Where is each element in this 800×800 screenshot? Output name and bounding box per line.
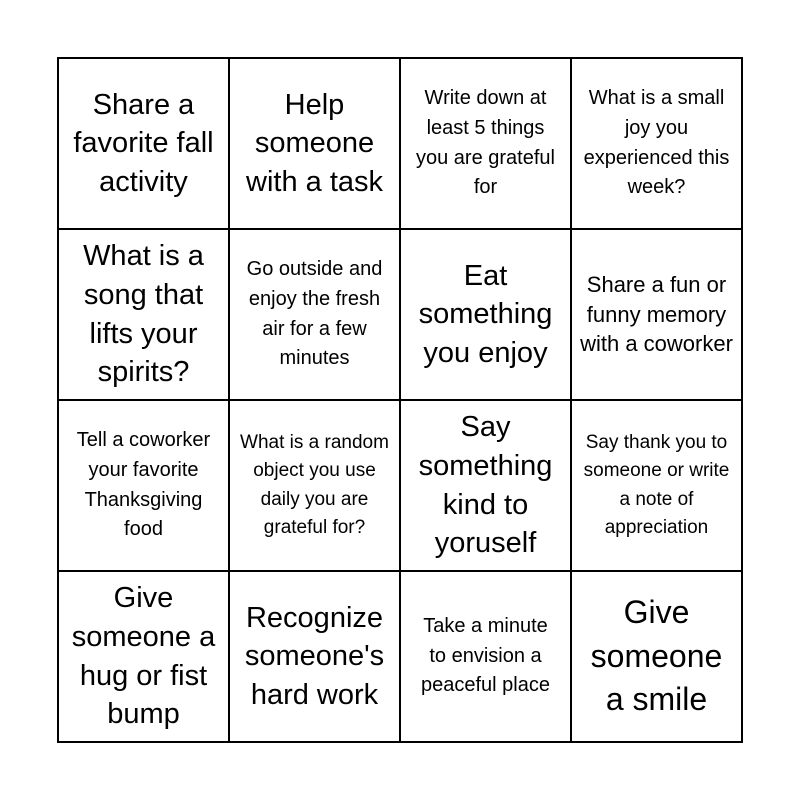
cell-text: Take a minute to envision a peaceful place bbox=[421, 615, 550, 697]
bingo-cell[interactable] bbox=[400, 58, 571, 229]
cell-text: Give someone a smile bbox=[590, 594, 723, 718]
cell-text: Give someone a hug or fist bump bbox=[71, 582, 216, 731]
bingo-cell[interactable] bbox=[229, 229, 400, 400]
bingo-cell[interactable] bbox=[571, 400, 742, 571]
cell-text: What is a song that lifts your spirits? bbox=[83, 240, 204, 389]
bingo-cell[interactable] bbox=[571, 571, 742, 742]
bingo-cell[interactable] bbox=[229, 58, 400, 229]
cell-text: Help someone with a task bbox=[246, 88, 383, 198]
cell-text: Go outside and enjoy the fresh air for a few minutes bbox=[246, 258, 383, 370]
cell-text: Share a favorite fall activity bbox=[73, 88, 214, 198]
bingo-cell[interactable] bbox=[58, 571, 229, 742]
bingo-cell[interactable] bbox=[571, 58, 742, 229]
bingo-cell[interactable] bbox=[400, 571, 571, 742]
cell-text: What is a random object you use daily you are grateful for? bbox=[240, 432, 389, 538]
bingo-cell[interactable] bbox=[400, 229, 571, 400]
cell-text: Recognize someone's hard work bbox=[244, 601, 385, 711]
bingo-card bbox=[57, 57, 743, 743]
bingo-cell[interactable] bbox=[58, 400, 229, 571]
bingo-cell[interactable] bbox=[400, 400, 571, 571]
bingo-cell[interactable] bbox=[58, 58, 229, 229]
bingo-cell[interactable] bbox=[229, 571, 400, 742]
bingo-cell[interactable] bbox=[58, 229, 229, 400]
cell-text: Write down at least 5 things you are grateful for bbox=[416, 87, 555, 199]
cell-text: Tell a coworker your favorite Thanksgiving food bbox=[76, 429, 211, 541]
cell-text: Eat something you enjoy bbox=[418, 259, 553, 369]
cell-text: What is a small joy you experienced this week? bbox=[583, 87, 730, 199]
bingo-cell[interactable] bbox=[229, 400, 400, 571]
cell-text: Say thank you to someone or write a note of appreciation bbox=[583, 432, 730, 538]
cell-text: Say something kind to yoruself bbox=[418, 411, 553, 560]
bingo-cell[interactable] bbox=[571, 229, 742, 400]
cell-text: Share a fun or funny memory with a coworker bbox=[580, 271, 733, 357]
